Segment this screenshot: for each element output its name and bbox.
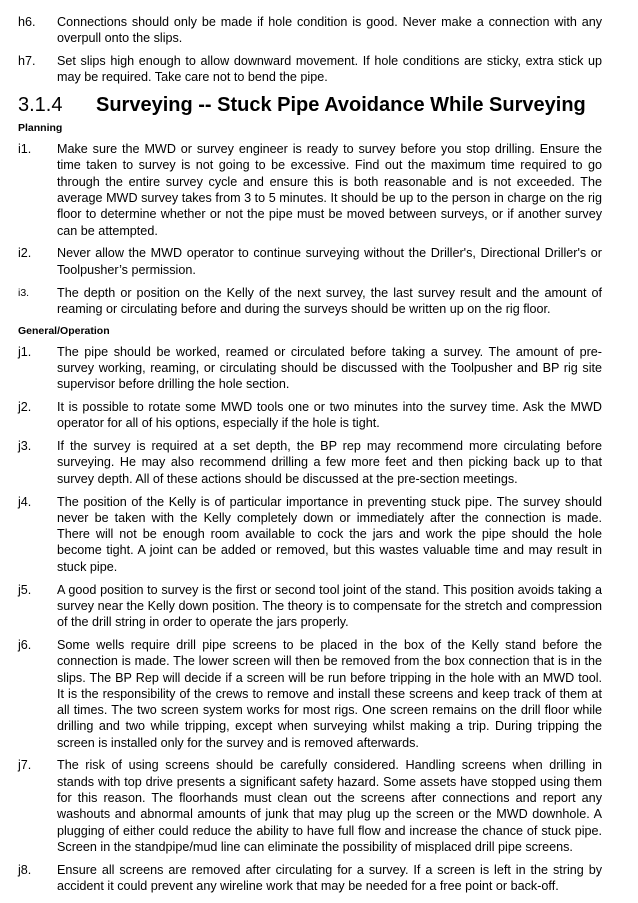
item-number: j7.	[18, 758, 32, 773]
section-heading	[18, 92, 602, 118]
list-item	[18, 862, 602, 895]
item-number: j2.	[18, 400, 32, 415]
item-number: j4.	[18, 494, 32, 509]
item-number: j6.	[18, 637, 32, 652]
list-item	[18, 399, 602, 432]
list-item	[18, 53, 602, 86]
list-item	[18, 438, 602, 487]
list-item	[18, 344, 602, 393]
section-title: Surveying -- Stuck Pipe Avoidance While Surveying	[96, 94, 586, 117]
list-item	[18, 494, 602, 575]
item-text: The position of the Kelly is of particular importance in preventing stuck pipe. The survey should never be taken with the Kelly completely down or immediately after the connection is made. There will not be enough room available to cock the jars and work the pipe should the hole become tight. A joint can be added or removed, but this wastes valuable time and may result in stuck pipe.	[57, 494, 602, 574]
section-number: 3.1.4	[18, 94, 63, 117]
item-number: j8.	[18, 862, 32, 877]
item-text: Make sure the MWD or survey engineer is ready to survey before you stop drilling. Ensure the time taken to survey is not going to be excessive. Find out the maximum time required to go through the entire survey cycle and ensure this is both reasonable and is not exceeded. The average MWD survey takes from 3 to 5 minutes. It should be up to the person in charge on the rig floor to determine whether or not the pipe must be moved between surveys, or if another survey can be attempted.	[57, 142, 602, 238]
item-number: h6.	[18, 15, 36, 29]
item-number: i2.	[18, 246, 32, 261]
list-item	[18, 637, 602, 751]
item-text: A good position to survey is the first or second tool joint of the stand. This position avoids taking a survey near the Kelly down position. The theory is to compensate for the stretch and compression of the drill string in order to operate the jars properly.	[57, 582, 602, 630]
item-number: j3.	[18, 439, 32, 454]
document-page	[18, 14, 602, 901]
item-text: Set slips high enough to allow downward movement. If hole conditions are sticky, extra stick up may be required. Take care not to bend the pipe.	[57, 54, 602, 85]
item-text: Connections should only be made if hole condition is good. Never make a connection with any overpull onto the slips.	[57, 15, 602, 46]
list-item	[18, 582, 602, 631]
item-number: j5.	[18, 582, 32, 597]
item-text: The pipe should be worked, reamed or circulated before taking a survey. The amount of pre-survey working, reaming, or circulating should be discussed with the Toolpusher and BP rig site supervisor before drilling the hole section.	[57, 344, 602, 392]
item-number: j1.	[18, 344, 32, 359]
item-text: The risk of using screens should be carefully considered. Handling screens when drilling in stands with top drive presents a significant safety hazard. Some assets have stopped using them for this reason. The floorhands must clean out the screens after connections and report any washouts and abnormal amounts of junk that may plug up the screen or the MWD downhole. A plugging of either could reduce the ability to have full flow and increase the chance of stuck pipe. Screen in the standpipe/mud line can eliminate the possibility of misplaced drill pipe screens.	[57, 758, 602, 854]
item-text: Never allow the MWD operator to continue surveying without the Driller's, Directional Driller's or Toolpusher’s permission.	[57, 246, 602, 277]
list-item	[18, 285, 602, 318]
item-text: If the survey is required at a set depth, the BP rep may recommend more circulating before surveying. He may also recommend drilling a few more feet and then picking back up to that survey depth. All of these actions should be discussed at the pre-section meetings.	[57, 439, 602, 486]
list-item	[18, 14, 602, 47]
item-number: i3.	[18, 286, 30, 299]
list-item	[18, 141, 602, 239]
item-number: i1.	[18, 142, 32, 157]
item-number: h7.	[18, 54, 36, 69]
item-text: Some wells require drill pipe screens to be placed in the box of the Kelly stand before the connection is made. The lower screen will then be removed from the box connection that is in the slips. The BP Rep will decide if a screen will be run before tripping in the hole with an MWD tool. It is the responsibility of the crews to remove and install these screens and keep track of them at all times. The two screen system works for most rigs. One screen remains on the drill floor while drilling and two while tripping, except when surveying whilst making a trip. During tripping the screen is installed only for the survey and is removed afterwards.	[57, 637, 602, 750]
general-operation-heading: General/Operation	[18, 324, 110, 337]
list-item	[18, 245, 602, 278]
item-text: The depth or position on the Kelly of the next survey, the last survey result and the amount of reaming or circulating before and during the surveys should be written up on the rig floor.	[57, 285, 602, 316]
item-text: It is possible to rotate some MWD tools one or two minutes into the survey time. Ask the MWD operator for all of his options, especially if the hole is tight.	[57, 400, 602, 431]
list-item	[18, 757, 602, 855]
planning-heading: Planning	[18, 122, 63, 135]
item-text: Ensure all screens are removed after circulating for a survey. If a screen is left in the string by accident it could prevent any wireline work that may be needed for a free point or back-off.	[57, 862, 602, 894]
